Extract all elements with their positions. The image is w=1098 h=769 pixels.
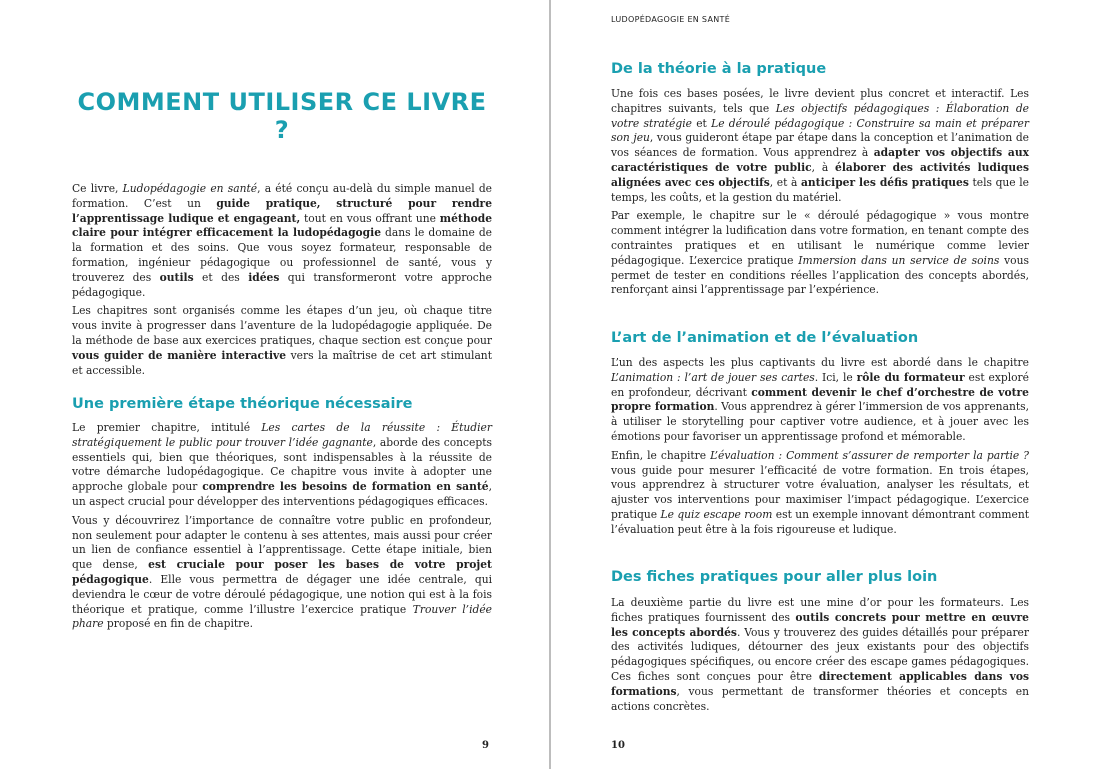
bold-phrase: directement applicables dans vos formations [611,669,1029,698]
text-run: La deuxième partie du livre est une mine d’or pour les formateurs. Les fiches pratiques fournissent des [611,596,1029,624]
text-run: , a été conçu au-delà du simple manuel de formation. C’est un [72,182,492,210]
text-run: . Vous y trouverez des guides détaillés pour préparer des activités ludiques, détourner des jeux existants pour des objectifs pédagogiques spécifiques, ou encore créer des escape games pédagogiques. Ces fiches sont conçues pour être [611,625,1029,683]
bold-phrase: vous guider de manière interactive [72,348,287,362]
bold-phrase: adapter vos objectifs aux caractéristiques de votre public [611,146,1029,174]
text-run: qui transformeront votre approche pédagogique. [72,270,492,299]
italic-title: Le quiz escape room [660,507,773,521]
theory-paragraph-1 [72,421,492,510]
text-run: est un exemple innovant démontrant comment l’évaluation peut être à la fois rigoureuse et ludique. [611,507,1030,536]
practice-paragraph-1 [611,87,1029,205]
bold-phrase: comprendre les besoins de formation en santé [202,480,489,494]
text-run: Le premier chapitre, intitulé [72,421,262,434]
text-run: , vous guideront étape par étape dans la conception et l’animation de vos séances de formation. Vous apprendrez à [611,131,1029,160]
italic-title: Le déroulé pédagogique : Construire sa main et préparer son jeu [611,116,1029,145]
text-run: vous guide pour mesurer l’efficacité de votre formation. En trois étapes, vous apprendrez à structurer votre évaluation, analyser les résultats, et ajuster vos interventions pour maximiser l’impact pédagogique. L’exercice pratique [611,463,1029,521]
text-run: tels que le temps, les coûts, et la gestion du matériel. [611,175,1029,204]
text-run: . Vous apprendrez à gérer l’immersion de vos apprenants, à utiliser le storytelling pour captiver votre audience, et à jouer avec les émotions pour favoriser un apprentissage profond et mémorable. [611,400,1029,443]
italic-title: Immersion dans un service de soins [798,253,1000,267]
text-run: vous permet de tester en conditions réelles l’application des concepts abordés, renforçant ainsi l’apprentissage par l’expérience. [611,253,1029,297]
bold-phrase: comment devenir le chef d’orchestre de votre propre formation [611,385,1029,414]
intro-paragraph-1 [72,182,492,300]
text-run: , à [811,160,836,174]
intro-paragraph-2 [72,304,492,378]
text-run: et des [193,270,249,284]
text-run: dans le domaine de la formation et des soins. Que vous soyez formateur, responsable de formation, ingénieur pédagogique ou professionnel de santé, vous y trouverez des [72,226,492,284]
bold-phrase: anticiper les défis pratiques [800,175,969,189]
section-heading-theory: Une première étape théorique nécessaire [72,396,413,412]
text-run: . Elle vous permettra de dégager une idée centrale, qui deviendra le cœur de votre déroulé pédagogique, une notion qui est à la fois théorique et pratique, comme l’illustre l’exercice pratique [72,572,492,616]
text-run: Une fois ces bases posées, le livre devient plus concret et interactif. Les chapitres suivants, tels que [611,87,1029,115]
text-run: Enfin, le chapitre [611,448,711,462]
text-run: , un aspect crucial pour développer des interventions pédagogiques efficaces. [72,480,493,508]
bold-phrase: outils concrets pour mettre en œuvre les concepts abordés [611,610,1029,639]
italic-title: L’animation : l’art de jouer ses cartes [611,370,815,384]
text-run: Par exemple, le chapitre sur le « déroulé pédagogique » vous montre comment intégrer la ludification dans votre formation, en tenant compte des contraintes pratiques et en utilisant le numérique comme levier pédagogique. L’exercice pratique [611,209,1029,267]
text-run: Ce livre, [72,182,123,195]
italic-title: Les cartes de la réussite : Étudier stratégiquement le public pour trouver l’idée gagnante [72,421,492,449]
section-sheets-text [611,596,1029,718]
section-heading-practice: De la théorie à la pratique [611,61,827,77]
text-run: Vous y découvrirez l’importance de connaître votre public en profondeur, non seulement pour adapter le contenu à ses attentes, mais aussi pour créer un lien de confiance essentiel à l’apprentissage. Cette étape initiale, bien que dense, [72,513,492,572]
bold-phrase: outils [159,270,194,284]
text-run: . Ici, le [814,370,857,384]
text-run: proposé en fin de chapitre. [103,617,253,631]
text-run: vers la maîtrise de cet art stimulant et accessible. [72,348,492,377]
intro-text [72,182,492,382]
animation-paragraph-2 [611,449,1029,538]
sheets-paragraph-1 [611,596,1029,714]
right-page [551,0,1098,769]
bold-phrase: élaborer des activités ludiques alignées avec ces objectifs [611,160,1029,189]
practice-paragraph-2 [611,209,1029,298]
section-heading-animation: L’art de l’animation et de l’évaluation [611,330,919,346]
running-header: LUDOPÉDAGOGIE EN SANTÉ [611,15,731,24]
text-run: , et à [769,175,801,189]
page-number-right: 10 [611,740,625,751]
bold-phrase: méthode claire pour intégrer efficacement la ludopédagogie [72,211,492,240]
section-practice-text [611,87,1029,302]
italic-title: Ludopédagogie en santé [122,182,258,195]
text-run: tout en vous offrant une [300,211,440,225]
bold-phrase: idées [248,270,280,284]
section-animation-text [611,356,1029,542]
text-run: L’un des aspects les plus captivants du livre est abordé dans le chapitre [611,356,1029,369]
bold-phrase: rôle du formateur [856,370,965,384]
theory-paragraph-2 [72,514,492,632]
section-theory-text [72,421,492,636]
italic-title: Trouver l’idée phare [72,602,492,631]
text-run: est exploré en profondeur, décrivant [611,370,1029,399]
text-run: et [691,116,712,130]
bold-phrase: est cruciale pour poser les bases de votre projet pédagogique [72,558,492,586]
text-run: , aborde des concepts essentiels qui, bien que théoriques, sont indispensables à la réussite de votre démarche ludopédagogique. Ce chapitre vous invite à adopter une approche globale pour [72,435,492,494]
animation-paragraph-1 [611,356,1029,445]
section-heading-sheets: Des fiches pratiques pour aller plus loin [611,569,938,585]
italic-title: Les objectifs pédagogiques : Élaboration de votre stratégie [611,101,1029,130]
page-number-left: 9 [482,740,489,751]
bold-phrase: guide pratique, structuré pour rendre l’apprentissage ludique et engageant, [72,196,492,225]
italic-title: L’évaluation : Comment s’assurer de remporter la partie ? [710,448,1029,462]
page-title: COMMENT UTILISER CE LIVRE ? [77,88,487,144]
text-run: Les chapitres sont organisés comme les étapes d’un jeu, où chaque titre vous invite à progresser dans l’aventure de la ludopédagogie appliquée. De la méthode de base aux exercices pratiques, chaque section est conçue pour [72,304,492,347]
text-run: , vous permettant de transformer théories et concepts en actions concrètes. [611,684,1029,713]
